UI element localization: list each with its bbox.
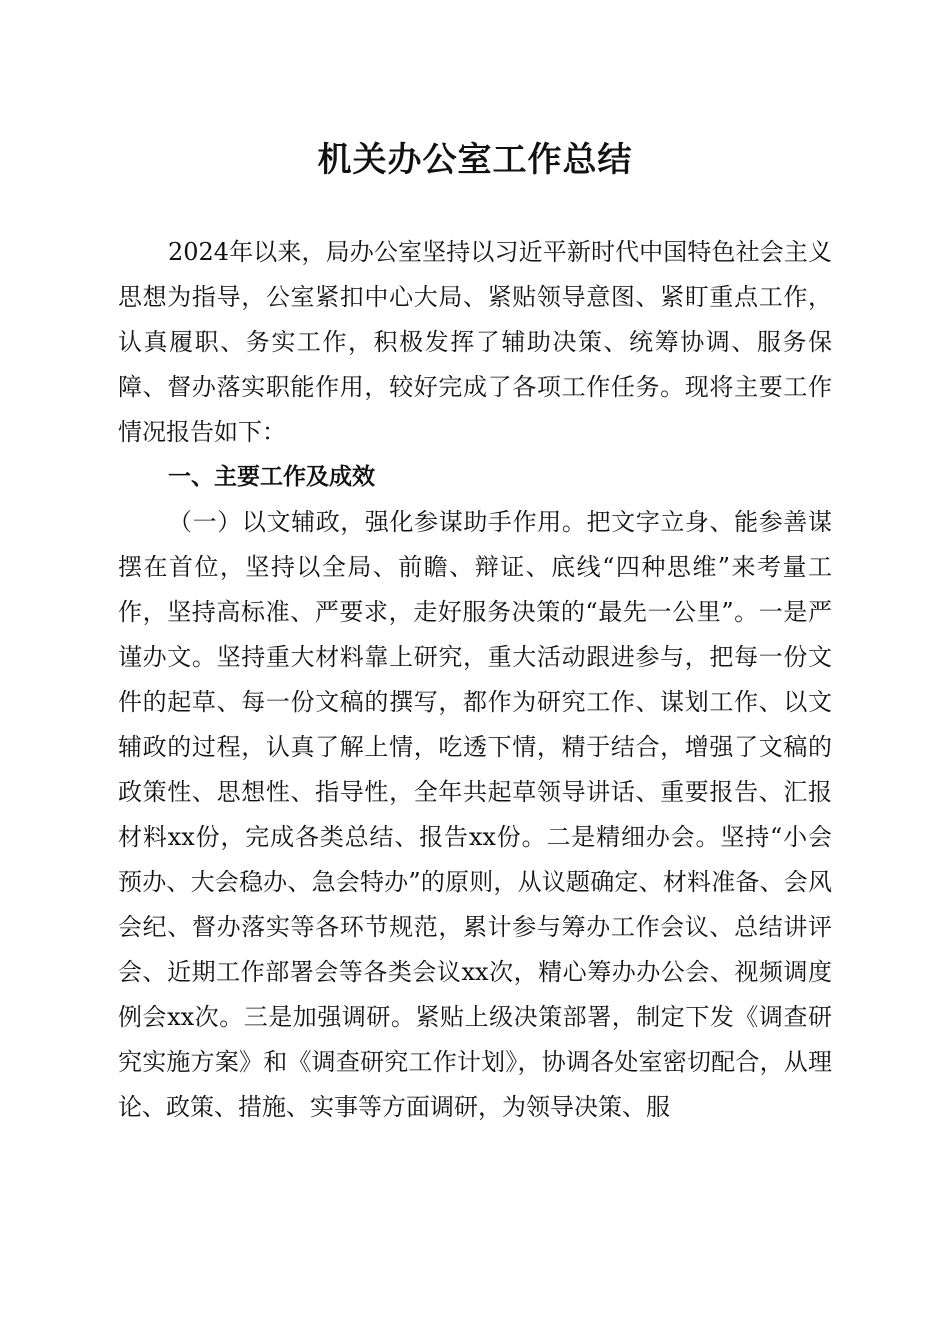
- subsection-body: 把文字立身、能参善谋摆在首位，坚持以全局、前瞻、辩证、底线“四种思维”来考量工作，坚持高标准、严要求，走好服务决策的“最先一公里”。一是严谨办文。坚持重大材料靠上研究，重大活动跟进参与，把每一份文件的起草、每一份文稿的撰写，都作为研究工作、谋划工作、以文辅政的过程，认真了解上情，吃透下情，精于结合，增强了文稿的政策性、思想性、指导性，全年共起草领导讲话、重要报告、汇报材料xx份，完成各类总结、报告xx份。二是精细办会。坚持“小会预办、大会稳办、急会特办”的原则，从议题确定、材料准备、会风会纪、督办落实等各环节规范，累计参与筹办工作会议、总结讲评会、近期工作部署会等各类会议xx次，精心筹办办公会、视频调度例会xx次。三是加强调研。紧贴上级决策部署，制定下发《调查研究实施方案》和《调查研究工作计划》，协调各处室密切配合，从理论、政策、措施、实事等方面调研，为领导决策、服: [118, 508, 833, 1121]
- section-heading: 一、主要工作及成效: [168, 464, 375, 490]
- subsection-paragraph: [118, 500, 832, 1130]
- subsection-heading: （一）以文辅政，强化参谋助手作用。: [168, 508, 587, 536]
- document-body: [118, 230, 832, 1130]
- intro-paragraph: 2024年以来，局办公室坚持以习近平新时代中国特色社会主义思想为指导，公室紧扣中心大局、紧贴领导意图、紧盯重点工作，认真履职、务实工作，积极发挥了辅助决策、统筹协调、服务保障、督办落实职能作用，较好完成了各项工作任务。现将主要工作情况报告如下：: [118, 238, 832, 446]
- document-title: 机关办公室工作总结: [317, 140, 633, 180]
